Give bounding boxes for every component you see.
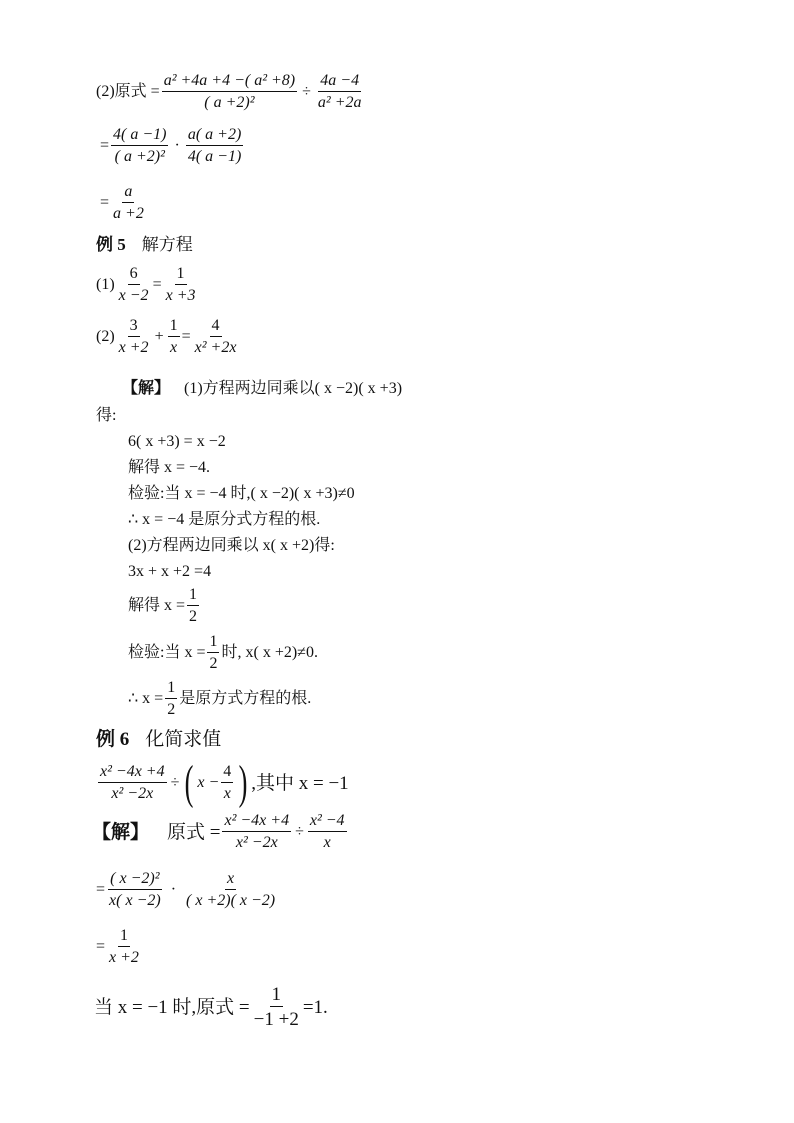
denominator: x +3 — [165, 287, 196, 304]
step-text: 是原方式方程的根. — [179, 690, 312, 707]
condition-text: ,其中 x = −1 — [251, 772, 349, 794]
denominator: x — [323, 834, 331, 851]
fraction — [187, 587, 199, 625]
example-5-equation-2 — [96, 318, 240, 356]
fraction — [168, 318, 180, 356]
solution-step — [128, 680, 311, 718]
solution-step: 解得 x = −4. — [128, 459, 211, 476]
numerator: a( a +2) — [186, 127, 243, 146]
solution-step: 3x + x +2 =4 — [128, 563, 212, 580]
denominator: ( x +2)( x −2) — [186, 892, 276, 909]
equals-sign: = — [96, 881, 106, 898]
fraction — [184, 871, 277, 909]
fraction — [165, 680, 177, 718]
numerator: 1 — [165, 680, 177, 699]
denominator: ( a +2)² — [114, 148, 165, 165]
denominator: −1 +2 — [253, 1009, 299, 1030]
solution-step — [128, 587, 201, 625]
solution-6-line-4 — [94, 985, 328, 1029]
numerator: x² −4 — [308, 813, 347, 832]
example-5-equation-1 — [96, 266, 200, 304]
part-label: (2)原式 = — [96, 83, 160, 100]
term: x − — [197, 774, 220, 791]
numerator: a — [122, 184, 134, 203]
numerator: 1 — [175, 266, 187, 285]
multiply-operator: · — [174, 137, 180, 154]
fraction — [111, 184, 146, 222]
denominator: x — [223, 785, 231, 802]
example-6-heading — [96, 730, 221, 749]
step-text: 检验:当 x = — [128, 644, 206, 661]
numerator: ( x −2)² — [108, 871, 161, 890]
fraction — [316, 73, 364, 111]
denominator: x² +2x — [194, 339, 237, 356]
fraction — [164, 266, 198, 304]
fraction — [222, 813, 291, 851]
solution-6-line-1 — [92, 813, 349, 851]
numerator: x² −4x +4 — [98, 764, 167, 783]
numerator: 1 — [168, 318, 180, 337]
fraction — [221, 764, 233, 802]
fraction — [98, 764, 167, 802]
denominator: ( a +2)² — [204, 94, 255, 111]
example-title: 化简求值 — [145, 729, 222, 750]
divide-operator: ÷ — [302, 83, 311, 100]
equals-sign: = — [181, 328, 191, 345]
equals-sign: = — [100, 194, 110, 211]
solution-5-intro — [122, 381, 402, 397]
fraction — [117, 266, 151, 304]
fraction — [162, 73, 297, 111]
numerator: 1 — [207, 634, 219, 653]
numerator: 1 — [271, 984, 281, 1005]
line-step-2 — [100, 127, 245, 165]
step-text: 当 x = −1 时,原式 = — [94, 996, 250, 1018]
right-paren: ) — [238, 756, 248, 809]
line-step-3 — [100, 184, 148, 222]
numerator: x — [225, 871, 236, 890]
fraction — [117, 318, 151, 356]
solution-5-continuation: 得: — [96, 407, 117, 424]
example-5-heading — [96, 236, 193, 253]
step-text: 解得 x = — [128, 597, 186, 614]
denominator: 2 — [167, 701, 176, 718]
equals-sign: = — [100, 137, 110, 154]
denominator: 2 — [189, 608, 198, 625]
label-text: 原式 = — [167, 821, 221, 843]
denominator: x +2 — [118, 339, 149, 356]
numerator: x² −4x +4 — [222, 813, 291, 832]
denominator: 4( a −1) — [187, 148, 242, 165]
fraction — [186, 127, 243, 165]
numerator: 4( a −1) — [111, 127, 168, 146]
numerator: 1 — [187, 587, 199, 606]
denominator: 2 — [209, 655, 218, 672]
denominator: x +2 — [109, 949, 139, 966]
numerator: a² +4a +4 −( a² +8) — [162, 73, 297, 92]
equals-sign: = — [96, 938, 106, 955]
denominator: a² +2a — [317, 94, 362, 111]
solution-6-line-2 — [96, 871, 279, 909]
denominator: a +2 — [113, 205, 144, 222]
solution-tag: 【解】 — [92, 821, 150, 843]
part-label: (1) — [96, 276, 115, 293]
step-text: 时, x( x +2)≠0. — [221, 644, 318, 661]
plus-operator: + — [154, 328, 164, 345]
solution-step: 6( x +3) = x −2 — [128, 433, 226, 450]
numerator: 4 — [221, 764, 233, 783]
numerator: 4 — [210, 318, 222, 337]
fraction — [308, 813, 347, 851]
fraction — [111, 127, 168, 165]
fraction — [207, 634, 219, 672]
denominator: x( x −2) — [109, 892, 161, 909]
step-text: ∴ x = — [128, 690, 164, 707]
fraction — [252, 985, 301, 1029]
line-original-expression-2 — [96, 73, 366, 111]
denominator: x² −2x — [235, 834, 278, 851]
example-6-expression — [96, 756, 349, 809]
denominator: x — [170, 339, 178, 356]
numerator: 4a −4 — [318, 73, 361, 92]
solution-text: (1)方程两边同乘以( x −2)( x +3) — [184, 380, 403, 397]
fraction — [193, 318, 239, 356]
solution-step: 检验:当 x = −4 时,( x −2)( x +3)≠0 — [128, 485, 355, 502]
example-label: 例 5 — [96, 235, 126, 254]
divide-operator: ÷ — [170, 774, 180, 791]
solution-step — [128, 634, 318, 672]
numerator: 6 — [128, 266, 140, 285]
solution-tag: 【解】 — [122, 380, 171, 397]
denominator: x² −2x — [111, 785, 154, 802]
multiply-operator: · — [170, 881, 177, 898]
fraction — [107, 928, 141, 966]
example-label: 例 6 — [96, 729, 130, 750]
numerator: 1 — [118, 928, 130, 947]
part-label: (2) — [96, 328, 115, 345]
divide-operator: ÷ — [295, 823, 304, 840]
fraction — [107, 871, 163, 909]
solution-step: ∴ x = −4 是原分式方程的根. — [128, 511, 321, 528]
numerator: 3 — [128, 318, 140, 337]
denominator: x −2 — [118, 287, 149, 304]
solution-step: (2)方程两边同乘以 x( x +2)得: — [128, 537, 335, 554]
step-text: =1. — [302, 996, 328, 1018]
equals-sign: = — [152, 276, 162, 293]
solution-6-line-3 — [96, 928, 143, 966]
example-title: 解方程 — [141, 235, 193, 254]
left-paren: ( — [184, 756, 194, 809]
